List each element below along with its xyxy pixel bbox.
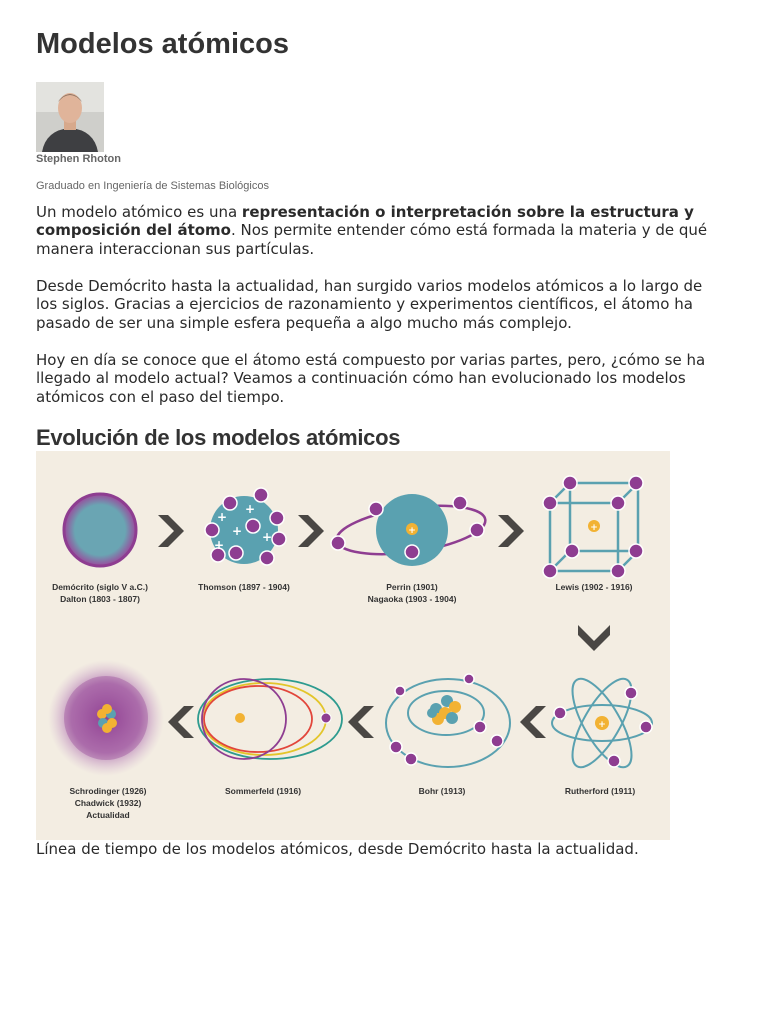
arrow-down (578, 625, 610, 651)
democrito-model-icon (64, 494, 136, 566)
thomson-model-icon (205, 488, 286, 565)
lewis-model-icon (543, 476, 643, 578)
perrin-model-icon (331, 494, 488, 566)
svg-text:+: + (213, 538, 225, 552)
svg-text:+: + (590, 523, 598, 533)
intro-text-start: Un modelo atómico es una (36, 203, 242, 221)
svg-text:+: + (598, 720, 606, 730)
svg-text:+: + (231, 524, 243, 538)
label-sommerfeld: Sommerfeld (1916) (224, 786, 302, 796)
arrow-left-2 (348, 706, 374, 738)
sommerfeld-model-icon (198, 679, 342, 759)
label-democrito-2: Dalton (1803 - 1807) (60, 594, 140, 604)
section-title: Evolución de los modelos atómicos (36, 425, 401, 450)
label-perrin-1: Perrin (1901) (386, 582, 438, 592)
svg-text:+: + (244, 502, 256, 516)
svg-text:+: + (216, 510, 228, 524)
label-schrodinger-1: Schrodinger (1926) (69, 786, 147, 796)
arrow-left-3 (168, 706, 194, 738)
intro-paragraph (36, 203, 716, 258)
figure-caption: Línea de tiempo de los modelos atómicos, desde Demócrito hasta la actualidad. (36, 840, 639, 858)
schrodinger-model-icon (48, 660, 164, 776)
label-lewis: Lewis (1902 - 1916) (555, 582, 633, 592)
arrow-left-1 (520, 706, 546, 738)
label-rutherford: Rutherford (1911) (564, 786, 636, 796)
arrow-right-1 (158, 515, 184, 547)
avatar[interactable] (36, 82, 104, 152)
label-bohr: Bohr (1913) (418, 786, 466, 796)
arrow-right-3 (498, 515, 524, 547)
rutherford-model-icon (552, 671, 652, 776)
label-thomson: Thomson (1897 - 1904) (198, 582, 290, 592)
label-perrin-2: Nagaoka (1903 - 1904) (367, 594, 457, 604)
timeline-graphic (36, 451, 670, 840)
history-paragraph: Desde Demócrito hasta la actualidad, han surgido varios modelos atómicos a lo largo de los siglos. Gracias a ejercicios de razonamiento y experimentos científicos, el átomo ha pasado de ser una simple esfera pequeña a algo mucho más complejo. (36, 277, 703, 332)
label-democrito-1: Demócrito (siglo V a.C.) (52, 582, 148, 592)
bohr-model-icon (386, 674, 510, 767)
today-paragraph: Hoy en día se conoce que el átomo está compuesto por varias partes, pero, ¿cómo se ha llegado al modelo actual? Veamos a continuación cómo han evolucionado los modelos atómicos con el paso del tiempo. (36, 351, 706, 406)
page-title: Modelos atómicos (36, 28, 289, 60)
intro-text-end: . Nos permite entender cómo está formada la materia y de qué manera interaccionan sus partículas. (36, 221, 708, 258)
svg-text:+: + (408, 526, 416, 536)
intro-text-bold: representación o interpretación sobre la estructura y composición del átomo (36, 203, 694, 240)
atomic-models-timeline-figure (36, 451, 670, 840)
author-name[interactable]: Stephen Rhoton (36, 153, 121, 165)
arrow-right-2 (298, 515, 324, 547)
label-schrodinger-2: Chadwick (1932) (74, 798, 142, 808)
svg-text:+: + (261, 530, 273, 544)
author-role: Graduado en Ingeniería de Sistemas Biológicos (36, 180, 269, 192)
label-schrodinger-3: Actualidad (86, 810, 130, 820)
